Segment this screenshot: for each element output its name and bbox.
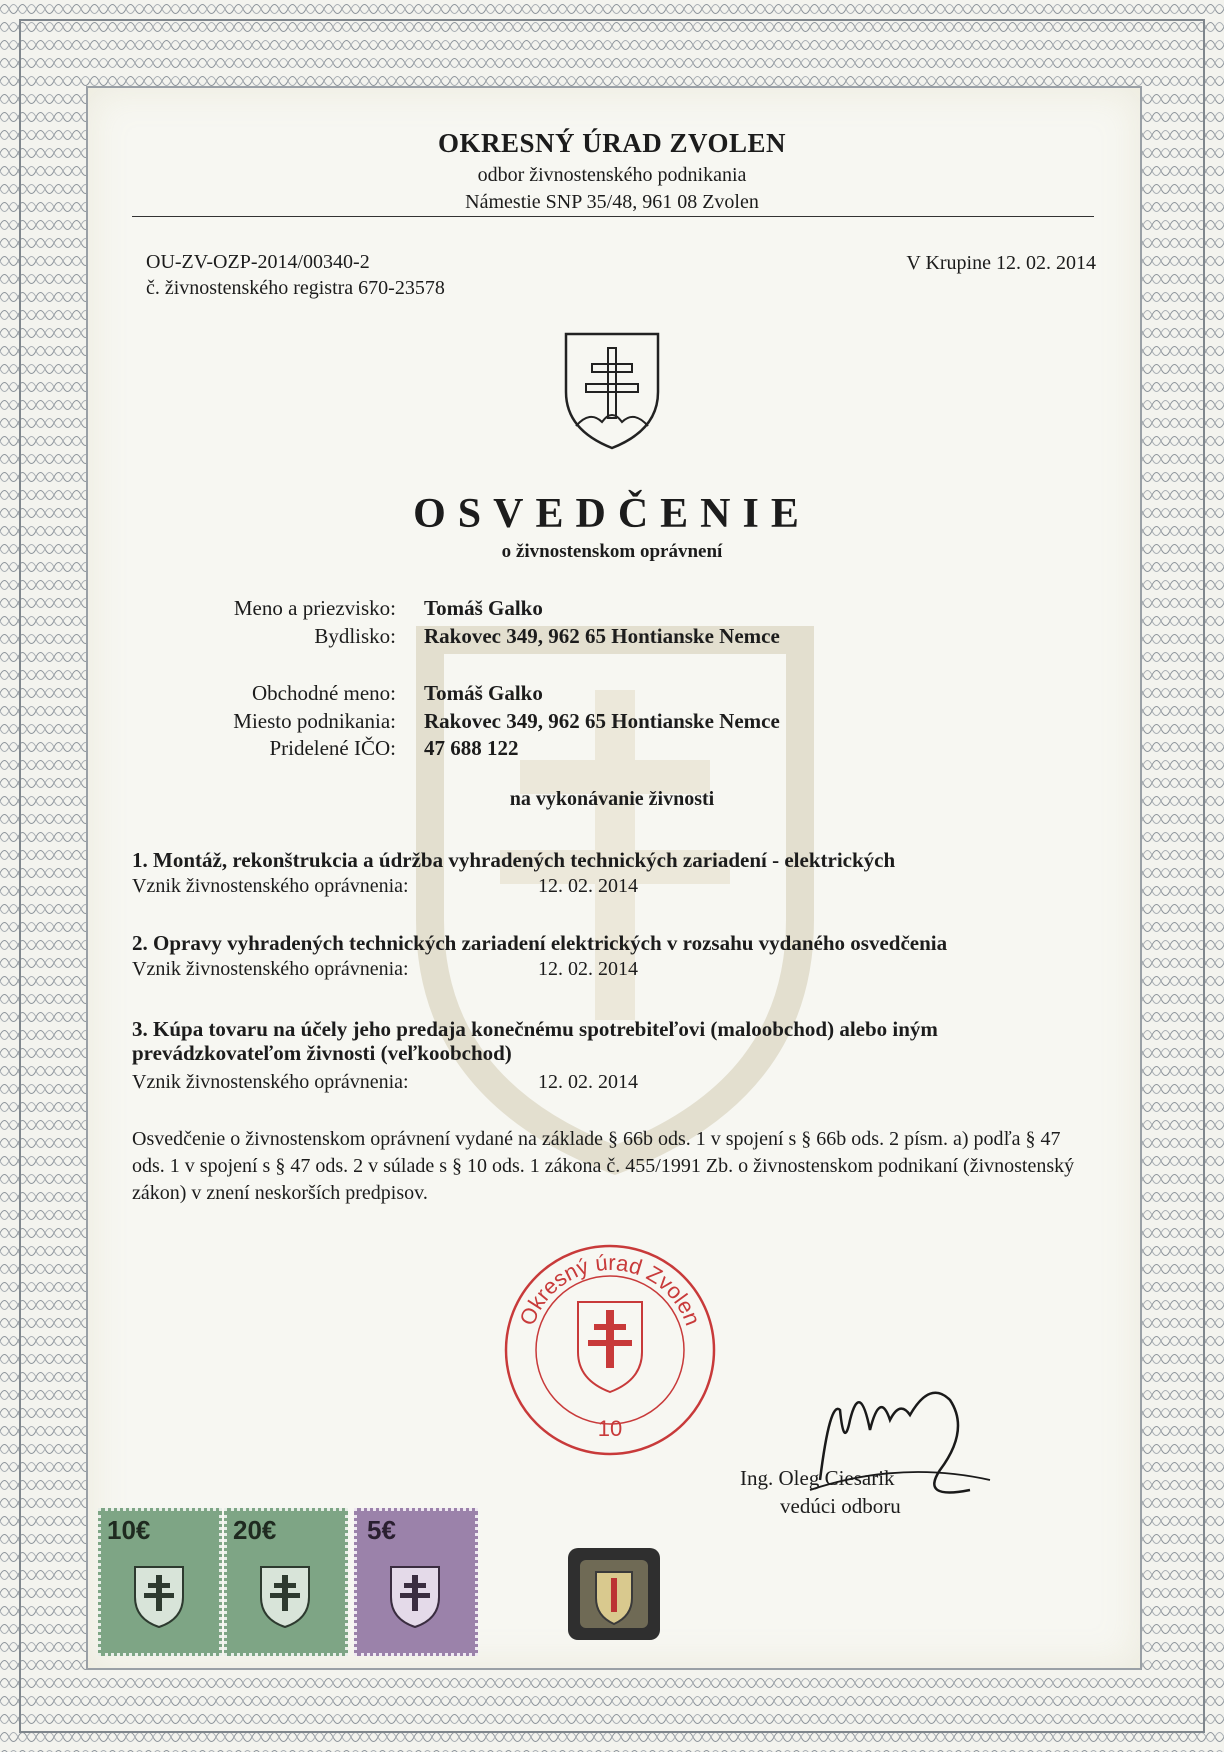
revenue-stamp-20-value: 20€ <box>233 1515 277 1545</box>
business-name-value: Tomáš Galko <box>424 681 543 705</box>
legal-basis-text: Osvedčenie o živnostenskom oprávnení vydané na základe § 66b ods. 1 v spojení s § 66b ods. 2 písm. a) podľa § 47 ods. 1 v spojení s § 47 ods. 2 v súlade s § 10 ods. 1 zákona č. 455/1991 Zb. o živnostenskom podnikaní (živnostenský zákon) v znení neskorších predpisov. <box>132 1128 1075 1204</box>
stamp-number: 10 <box>597 1416 623 1441</box>
register-number: č. živnostenského registra 670-23578 <box>146 277 445 299</box>
trade-2-vznik-date: 12. 02. 2014 <box>538 958 638 980</box>
official-round-stamp <box>500 1240 720 1460</box>
revenue-stamp-20 <box>224 1508 348 1656</box>
revenue-stamp-5 <box>354 1508 478 1656</box>
file-number: OU-ZV-OZP-2014/00340-2 <box>146 251 370 273</box>
business-name-label: Obchodné meno: <box>251 681 396 705</box>
trade-item-2: 2. Opravy vyhradených technických zariadení elektrických v rozsahu vydaného osvedčenia <box>132 931 948 955</box>
residence-value: Rakovec 349, 962 65 Hontianske Nemce <box>424 624 780 648</box>
stamp-shield-icon <box>387 1563 443 1631</box>
stamp-circle-text: Okresný úrad Zvolen <box>514 1249 706 1329</box>
document-subtitle: o živnostenskom oprávnení <box>501 541 723 562</box>
document-title: OSVEDČENIE <box>413 491 811 537</box>
signatory-name: Ing. Oleg Ciesarik <box>740 1466 895 1490</box>
trade-3-vznik-date: 12. 02. 2014 <box>538 1071 638 1093</box>
stamp-shield-icon <box>257 1563 313 1631</box>
header-divider <box>132 216 1094 217</box>
trade-2-vznik-label: Vznik živnostenského oprávnenia: <box>132 958 409 980</box>
name-value: Tomáš Galko <box>424 596 543 620</box>
trade-item-1: 1. Montáž, rekonštrukcia a údržba vyhradených technických zariadení - elektrických <box>132 848 896 872</box>
handwritten-signature <box>780 1340 1010 1520</box>
residence-label: Bydlisko: <box>314 624 396 648</box>
business-place-label: Miesto podnikania: <box>233 709 396 733</box>
ico-label: Pridelené IČO: <box>269 736 396 760</box>
revenue-stamp-10-value: 10€ <box>107 1515 151 1545</box>
hologram-seal <box>566 1546 662 1642</box>
ico-value: 47 688 122 <box>424 736 519 760</box>
office-name: OKRESNÝ ÚRAD ZVOLEN <box>437 128 786 158</box>
department-name: odbor živnostenského podnikania <box>477 164 747 186</box>
place-date: V Krupine 12. 02. 2014 <box>906 252 1096 274</box>
signatory-role: vedúci odboru <box>780 1494 901 1518</box>
business-place-value: Rakovec 349, 962 65 Hontianske Nemce <box>424 709 780 733</box>
name-label: Meno a priezvisko: <box>233 596 396 620</box>
revenue-stamp-5-value: 5€ <box>367 1515 396 1545</box>
office-address: Námestie SNP 35/48, 961 08 Zvolen <box>465 191 759 213</box>
stamp-shield-icon <box>131 1563 187 1631</box>
coat-of-arms-icon <box>562 330 662 452</box>
trade-1-vznik-label: Vznik živnostenského oprávnenia: <box>132 875 409 897</box>
trade-heading: na vykonávanie živnosti <box>509 788 715 810</box>
trade-1-vznik-date: 12. 02. 2014 <box>538 875 638 897</box>
trade-3-vznik-label: Vznik živnostenského oprávnenia: <box>132 1071 409 1093</box>
revenue-stamp-10 <box>98 1508 222 1656</box>
trade-item-3: 3. Kúpa tovaru na účely jeho predaja konečnému spotrebiteľovi (maloobchod) alebo iným prevádzkovateľom živnosti (veľkoobchod) <box>132 1017 938 1065</box>
